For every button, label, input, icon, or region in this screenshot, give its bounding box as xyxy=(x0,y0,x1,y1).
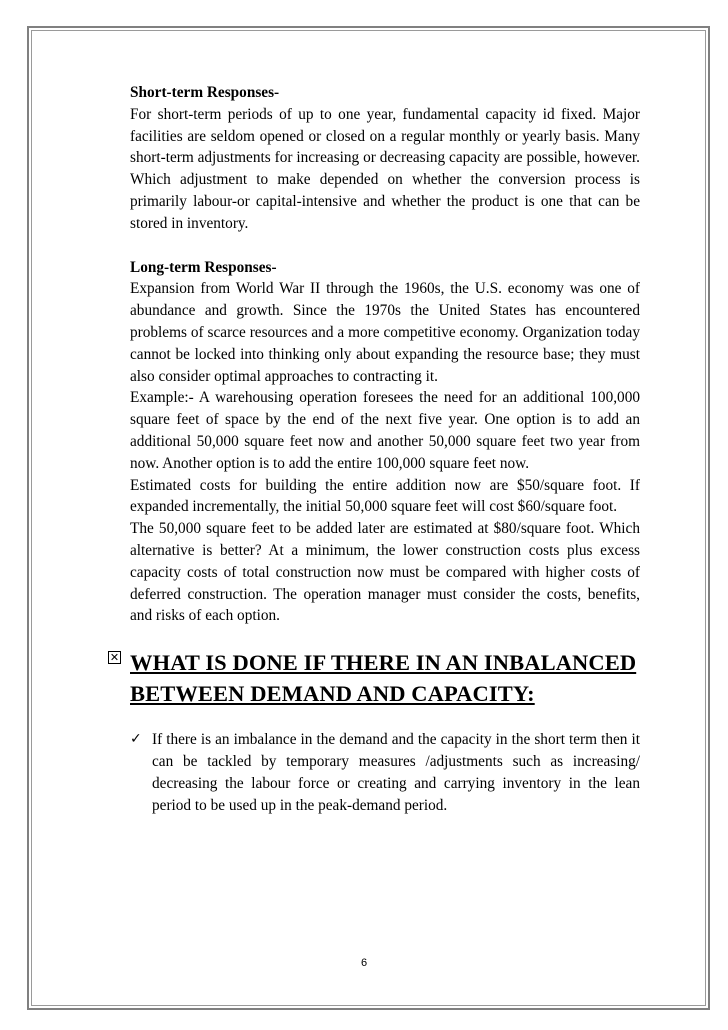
imbalance-heading-line2: BETWEEN DEMAND AND CAPACITY: xyxy=(130,681,535,707)
short-term-paragraph: For short-term periods of up to one year, fundamental capacity id fixed. Major facilities are seldom opened or closed on a regular monthly or yearly basis. Many short-term adjustments for increasing or decreasing capacity are possible, however. Which adjustment to make depended on whether the conversion process is primarily labour-or capital-intensive and whether the product is one that can be stored in inventory. xyxy=(130,105,640,232)
imbalance-heading xyxy=(109,647,640,709)
list-item-text: If there is an imbalance in the demand and the capacity in the short term then it can be tackled by temporary measures /adjustments such as increasing/ decreasing the labour force or creating and carrying inventory in the lean period to be used up in the peak-demand period. xyxy=(152,731,640,814)
long-term-heading: Long-term Responses- xyxy=(130,258,277,276)
imbalance-heading-line1: WHAT IS DONE IF THERE IN AN INBALANCED xyxy=(130,650,637,676)
page-number: 6 xyxy=(360,957,368,969)
checkmark-icon: ✓ xyxy=(130,731,142,748)
spacer xyxy=(130,235,640,257)
boxed-cross-bullet-icon: ✕ xyxy=(109,651,120,665)
long-term-paragraph: Expansion from World War II through the 1960s, the U.S. economy was one of abundance and growth. Since the 1970s the United States has encountered problems of scarce resources and a more competitive economy. Organization today cannot be locked into thinking only about expanding the resource base; they must also consider optimal approaches to contracting it. xyxy=(130,280,640,385)
example-paragraph: Example:- A warehousing operation foresees the need for an additional 100,000 square feet of space by the end of the next five year. One option is to add an additional 50,000 square feet now and another 50,000 square feet two year from now. Another option is to add the entire 100,000 square feet now. xyxy=(130,389,640,472)
deferred-cost-paragraph: The 50,000 square feet to be added later are estimated at $80/square foot. Which alternative is better? At a minimum, the lower construction costs plus excess capacity costs of total construction now must be compared with higher costs of deferred construction. The operation manager must consider the costs, benefits, and risks of each option. xyxy=(130,520,640,625)
short-term-heading: Short-term Responses- xyxy=(130,84,280,101)
cost-paragraph: Estimated costs for building the entire addition now are $50/square foot. If expanded incrementally, the initial 50,000 square feet will cost $60/square foot. xyxy=(130,476,640,516)
page-content xyxy=(109,82,640,816)
list-item xyxy=(130,729,640,816)
